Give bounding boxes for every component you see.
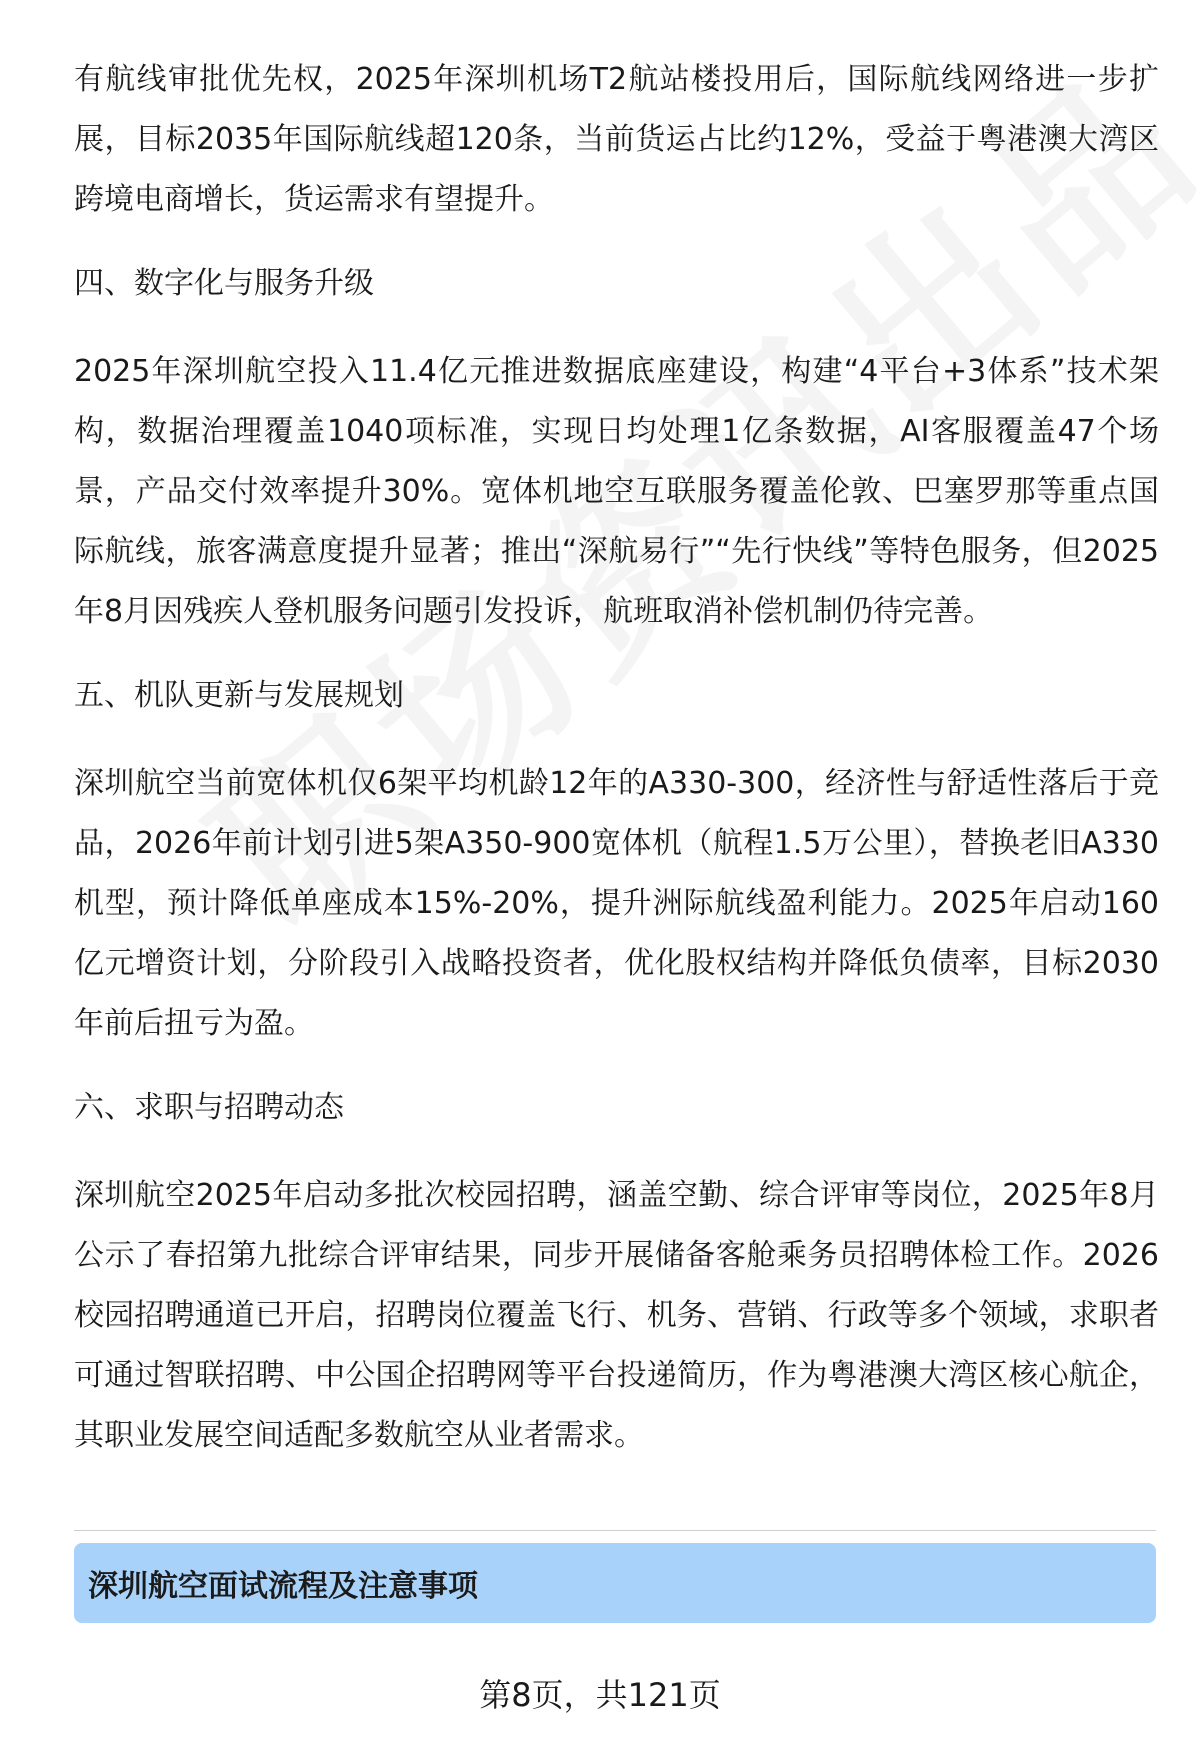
- section-divider: [74, 1530, 1156, 1531]
- section-paragraph-fleet: 深圳航空当前宽体机仅6架平均机龄12年的A330-300，经济性与舒适性落后于竞品，2026年前计划引进5架A350-900宽体机（航程1.5万公里），替换老旧A330机型，预计降低单座成本15%-20%，提升洲际航线盈利能力。2025年启动160亿元增资计划，分阶段引入战略投资者，优化股权结构并降低负债率，目标2030年前后扭亏为盈。: [74, 766, 1159, 1041]
- intro-paragraph: 有航线审批优先权，2025年深圳机场T2航站楼投用后，国际航线网络进一步扩展，目标2035年国际航线超120条，当前货运占比约12%，受益于粤港澳大湾区跨境电商增长，货运需求有望提升。: [74, 62, 1159, 217]
- document-body: [74, 50, 1159, 1466]
- banner-title: 深圳航空面试流程及注意事项: [88, 1569, 478, 1604]
- section-heading-fleet: 五、机队更新与发展规划: [74, 678, 404, 713]
- page-number: 第8页，共121页: [479, 1676, 721, 1714]
- section-banner: [74, 1543, 1156, 1623]
- section-heading-digital: 四、数字化与服务升级: [74, 266, 374, 301]
- section-paragraph-digital: 2025年深圳航空投入11.4亿元推进数据底座建设，构建“4平台+3体系”技术架构，数据治理覆盖1040项标准，实现日均处理1亿条数据，AI客服覆盖47个场景，产品交付效率提升30%。宽体机地空互联服务覆盖伦敦、巴塞罗那等重点国际航线，旅客满意度提升显著；推出“深航易行”“先行快线”等特色服务，但2025年8月因残疾人登机服务问题引发投诉，航班取消补偿机制仍待完善。: [74, 354, 1159, 629]
- section-paragraph-recruitment: 深圳航空2025年启动多批次校园招聘，涵盖空勤、综合评审等岗位，2025年8月公示了春招第九批综合评审结果，同步开展储备客舱乘务员招聘体检工作。2026校园招聘通道已开启，招聘岗位覆盖飞行、机务、营销、行政等多个领域，求职者可通过智联招聘、中公国企招聘网等平台投递简历，作为粤港澳大湾区核心航企，其职业发展空间适配多数航空从业者需求。: [74, 1178, 1159, 1453]
- section-heading-recruitment: 六、求职与招聘动态: [74, 1090, 344, 1125]
